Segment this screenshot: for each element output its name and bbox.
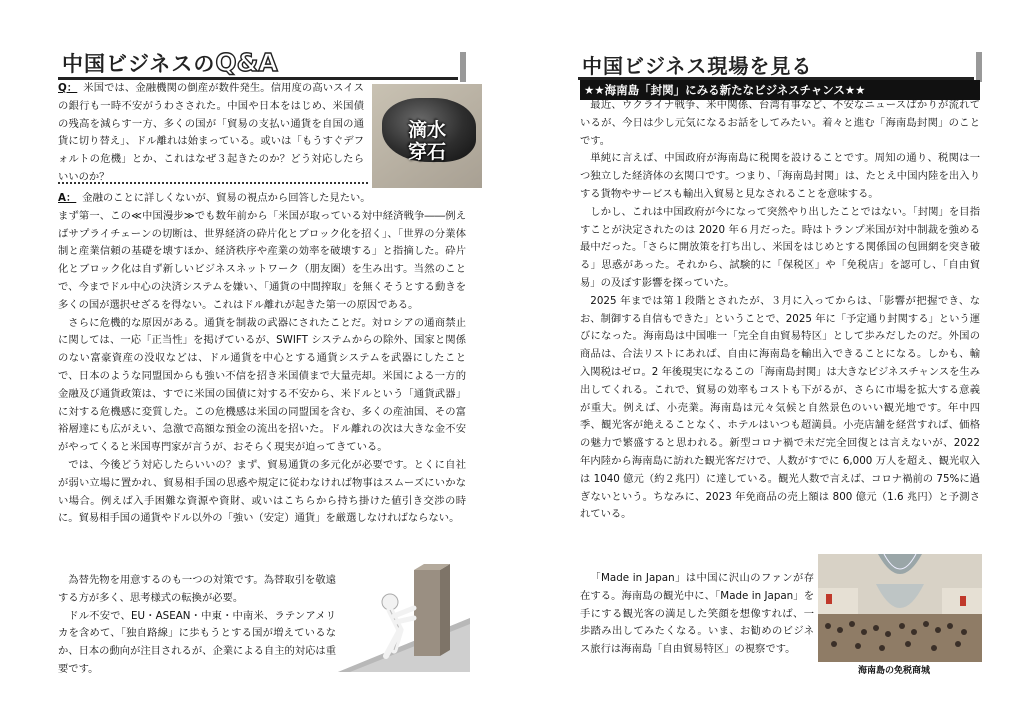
business-title: 中国ビジネス現場を見る (582, 54, 813, 78)
question-label: Q： (58, 82, 78, 94)
image-caption-line1: 滴水 (407, 119, 446, 141)
article-block (580, 97, 980, 524)
article-paragraph-2: 単純に言えば、中国政府が海南島に税関を設けることです。周知の通り、税関は一つ独立した経済体の玄関口です。つまり、「海南島封関」は、たとえ中国内陸を出入りする貨物やサービスも輸出入貿易と見なされることを意味する。 (580, 152, 980, 200)
duty-free-mall-photo (818, 554, 982, 662)
answer-paragraph-3: では、今後どう対応したらいいの？まず、貿易通貨の多元化が必要です。とくに自社が弱い立場に置かれ、貿易相手国の思惑や規定に従わなければ物事はスムーズにいかない場合。例えば入手困難な資源や資財、或いはこちらから持ち掛けた値引き交渉の時に。貿易相手国の通貨やドル以外の「強い（安定）通貨」を厳選しなければならない。 (58, 458, 466, 525)
answer-first-line: 金融のことに詳しくないが、貿易の視点から回答した見たい。 (82, 192, 371, 204)
answer-paragraph-5: ドル不安で、EU・ASEAN・中東・中南米、ラテンアメリカを含めて、「独自路線」に歩もうとする国が増えているなか、日本の動向が注目されるが、企業による自主的対応は重要です。 (58, 609, 337, 675)
image-caption-line2: 穿石 (407, 141, 446, 163)
photo-caption: 海南島の免税商城 (858, 666, 931, 676)
right-page (516, 0, 1032, 728)
answer-tail-block (58, 572, 336, 679)
question-divider (58, 182, 368, 184)
article-paragraph-5: 「Made in Japan」は中国に沢山のファンが存在する。海南島の観光中に、「Made in Japan」を手にする観光客の満足した笑顔を想像すれば、一歩踏み出してみたくなる。いま、お勧めのビジネス旅行は海南島「自由貿易特区」の視察です。 (580, 572, 814, 656)
qa-title-main: 中国ビジネスの (62, 52, 216, 76)
business-title-box (578, 46, 974, 80)
qa-title-logo: Q&A (215, 48, 278, 77)
hainan-banner: ★★海南島「封関」にみる新たなビジネスチャンス★★ (580, 80, 980, 100)
qa-title (62, 48, 278, 78)
article-paragraph-3: しかし、これは中国政府が今になって突然やり出したことではない。「封関」を目指すことが決定されたのは 2020 年６月だった。時はトランプ米国が対中制裁を強める最中だった。「さらに開放策を打ち出し、米国をはじめとする関係国の包囲網を突き破る」思惑があった。それから、試験的に「保税区」や「免税店」を認可し、「自由貿易」の及ぼす影響を探っていた。 (580, 205, 980, 289)
article-paragraph-1: 最近、ウクライナ戦争、米中関係、台湾有事など、不安なニュースばかりが流れているが、今日は少し元気になるお話をしてみたい。着々と進む「海南島封関」のことです。 (580, 99, 980, 147)
question-block (58, 80, 364, 187)
title-shadow-bar (976, 52, 982, 82)
figure-pushing-wall-illustration (338, 560, 470, 672)
answer-paragraph-4: 為替先物を用意するのも一つの対策です。為替取引を敬遠する方が多く、思考様式の転換が必要。 (58, 574, 336, 604)
article-tail-block (580, 570, 814, 659)
question-text: 米国では、金融機関の倒産が数件発生。信用度の高いスイスの銀行も一時不安がうわさされた。中国や日本をはじめ、米国債の残高を減らす一方、多くの国が「貿易の支払い通貨を自国の通貨に切り替え」、ドル離れは始まっている。或いは「もうすぐデフォルトの危機」とか、これはなぜ３起きたのか？どう対応したらいいのか？ (58, 82, 364, 183)
mall-illustration (818, 554, 982, 662)
qa-title-box (58, 46, 458, 80)
answer-block (58, 190, 466, 528)
answer-paragraph-1: まず第一、この≪中国漫步≫でも数年前から「米国が取っている対中経済戦争――例えばサプライチェーンの切断は、世界経済の砕片化とブロック化を招く」、「世界の分業体制と産業信頼の基礎を壊すほか、経済秩序や産業の効率を破壊する」と指摘した。砕片化とブロック化は自ず新しいビジネスネットワーク（朋友圏）を生み出す。当然のことで、今までドル中心の決済システムを嫌い、「通貨の中間搾取」を無くそうとする動きを多くの国が選択せざるを得ない。これはドル離れが起きた第一の原因である。 (58, 209, 466, 311)
article-paragraph-4: 2025 年までは第１段階とされたが、３月に入ってからは、「影響が把握でき、なお、制御する自信もできた」ということで、2025 年に「予定通り封関する」という運びになった。海南島は中国唯一「完全自由貿易特区」として歩みだしたのだ。外国の商品は、合法リストにあれば、自由に海南島を輸出入できることになる。しかも、輸入関税はゼロ。2 年後現実になるこの「海南島封関」は大きなビジネスチャンスを生み出してくれる。これで、貿易の効率もコストも下がるが、さらに市場を拡大する意義が重大。例えば、小売業。海南島は元々気候と自然景色のいい観光地です。年中四季、観光客が絶えることなく、ホテルはいつも超満員。小売店舗を経営すれば、価格の魅力で繁盛すると思われる。新型コロナ禍で未だ完全回復とは言えないが、2022 年内陸から海南島に訪れた観光客だけで、人数がすでに 6,000 万人を超え、観光収入は 1040 億元（約２兆円）に達している。観光人数で言えば、コロナ禍前の 75%に過ぎないという。ちなみに、2023 年免商品の売上額は 800 億元（1.6 兆円）と予測されている。 (580, 294, 980, 521)
title-shadow-bar (460, 52, 466, 82)
dripping-water-stone-image (372, 84, 482, 188)
answer-label: A： (58, 192, 77, 204)
answer-paragraph-2: さらに危機的な原因がある。通貨を制裁の武器にされたことだ。対ロシアの通商禁止に関しては、一応「正当性」を掲げているが、SWIFT システムからの除外、国家と関係のない富豪資産の没収などは、ドル通貨を中心とする通貨システムを武器にしたことで、日本のような同盟国からも強い不信を招き米国債まで大量売却。米国による一方的金融及び通貨政策は、すでに米国の国債に対する不安から、米ドルという「通貨武器」に対する危機感に変質した。この危機感は米国の同盟国を含む、多くの産油国、その富裕層達にも広がえい、急激で高額な預金の流出を招いた。ドル離れの次は大きな金不安がやってくると米国専門家が言うが、おそらく現実が迫ってきている。 (58, 316, 466, 454)
